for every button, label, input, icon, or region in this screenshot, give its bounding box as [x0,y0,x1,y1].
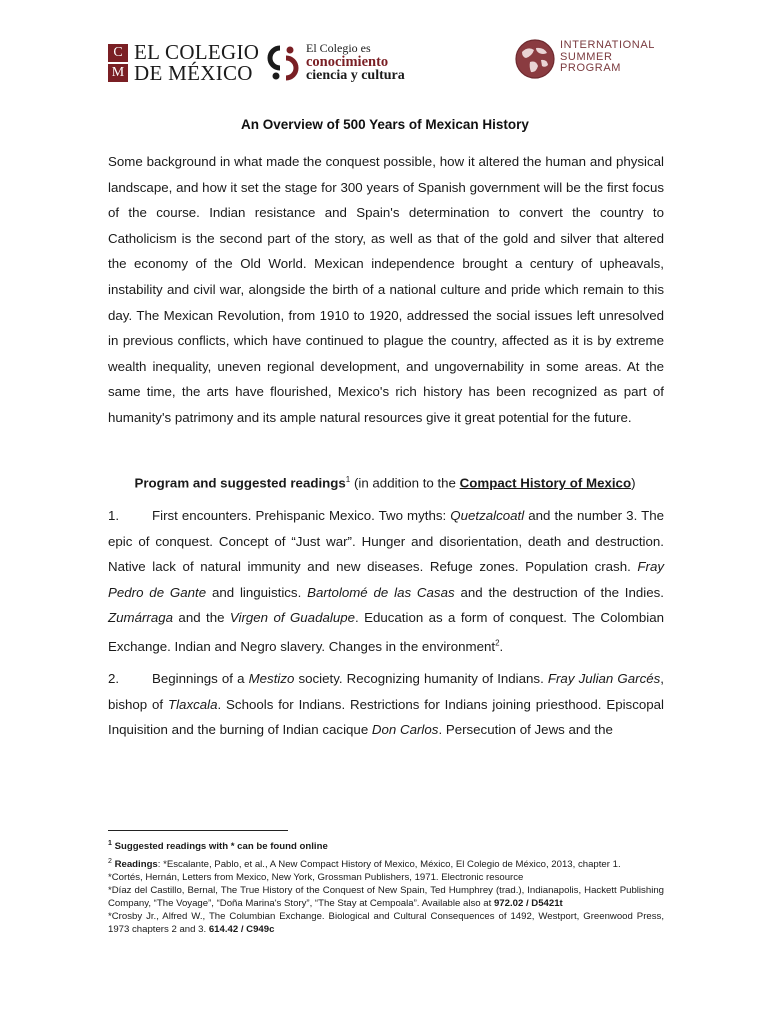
item-text [108,671,664,737]
text-run: : *Escalante, Pablo, et al., A New Compact History of Mexico, México, El Colegio de México, 2013, chapter 1. [157,859,621,871]
isp-wordmark [560,40,680,75]
footnote-2-line [108,910,664,936]
colmex-line1: EL COLEGIO [134,40,260,64]
italic-text: Zumárraga [108,610,174,626]
footnote-2-line [108,884,664,910]
footnote-ref-1: 1 [345,475,351,484]
text-run: and linguistics. [206,584,308,600]
item-text [108,508,664,654]
text-run: . Persecution of Jews and the [438,722,613,738]
footnote-divider [108,830,288,831]
text-run: and the [173,610,230,626]
program-subheading [0,467,770,495]
colmex-logo [108,40,260,88]
subheading-bold: Program and suggested readings [134,475,346,491]
bold-text: Readings [114,859,158,871]
text-run: Beginnings of a [152,671,249,686]
italic-text: Fray Julian Garcés [547,671,661,686]
conocimiento-wordmark [306,42,436,83]
text-run: First encounters. Prehispanic Mexico. Two myths: [152,508,451,523]
footnote-1 [108,837,664,853]
program-item-2 [108,666,664,743]
program-item-1 [108,503,664,660]
footnote-1-text: Suggested readings with * can be found online [111,841,328,853]
item-number: 1. [108,508,120,523]
colmex-monogram [108,44,128,82]
footnote-ref: 2 [108,858,112,865]
footnote-1-number: 1 [108,840,112,847]
globe-icon [514,38,556,80]
italic-text: Virgen of Guadalupe [229,610,356,626]
text-run: . Education as a form of conquest. The Colombian Exchange. Indian and Negro slavery. Changes in the environment [108,610,664,655]
text-run: *Díaz del Castillo, Bernal, The True History of the Conquest of New Spain, Ted Humphrey (trad.), Indianapolis, Hackett Publishing Company, “The Voyage”, “Doña Marina's Story”, “The Stay at Cempoala”. Available also at [108,885,664,910]
italic-text: Bartolomé de las Casas [307,584,455,600]
text-run: *Crosby Jr., Alfred W., The Columbian Exchange. Biological and Cultural Consequences of 1492, Westport, Greenwood Press, 1973 chapters 2 and 3. [108,911,664,936]
compact-history-link[interactable]: Compact History of Mexico [459,475,632,491]
italic-text: Mestizo [248,671,295,686]
italic-text: Tlaxcala [167,696,218,712]
footnote-2 [108,855,664,936]
text-run: society. Recognizing humanity of Indians. [294,671,548,686]
italic-text: Quetzalcoatl [450,508,525,523]
conocimiento-line2: conocimiento [306,53,389,70]
conocimiento-mark-icon [266,44,300,82]
bold-text: 972.02 / D5421t [493,898,563,910]
italic-text: Don Carlos [371,722,439,738]
subheading-middle: (in addition to the [350,475,460,491]
colmex-wordmark [134,42,264,84]
footnote-2-line [108,855,664,871]
text-run: and the number 3. The epic of conquest. Concept of “Just war”. Hunger and disorientation, death and destruction. Native lack of natural immunity and new diseases. Refuge zones. Population crash. [108,508,664,575]
monogram-c: C [108,44,128,62]
bold-text: 614.42 / C949c [208,924,275,936]
italic-text: Fray Pedro de Gante [108,559,664,600]
footnote-ref: 2 [495,638,500,648]
colmex-line2: DE MÉXICO [134,61,253,85]
text-run: , bishop of [108,671,664,712]
conocimiento-logo [266,42,426,86]
intro-paragraph: Some background in what made the conquest possible, how it altered the human and physical landscape, and how it set the stage for 300 years of Spanish government will be the first focus of the course. Indian resistance and Spain's determination to convert the country to Catholicism is the second part of the story, as well as that of the gold and silver that altered the economy of the Old World. Mexican independence brought a century of upheavals, instability and civil war, alongside the birth of a national culture and pride which remain to this day. The Mexican Revolution, from 1910 to 1920, addressed the social issues left unresolved in previous conflicts, which have continued to plague the country, affected as it is by extreme wealth inequality, uneven regional development, and ungovernability in some areas. At the same time, the arts have flourished, Mexico's rich history has been recognized as part of humanity's patrimony and its ample natural resources give it great potential for the future. [108,154,664,425]
conocimiento-line3: ciencia y cultura [306,68,405,83]
text-run: *Cortés, Hernán, Letters from Mexico, New York, Grossman Publishers, 1971. Electronic resource [108,872,524,884]
isp-line3: PROGRAM [560,62,622,74]
text-run: and the destruction of the Indies. [454,584,664,600]
document-title: An Overview of 500 Years of Mexican History [241,117,529,132]
conocimiento-line1: El Colegio es [306,41,371,55]
item-number: 2. [108,671,120,686]
text-run: . Schools for Indians. Restrictions for Indians joining priesthood. Episcopal Inquisition and the burning of Indian cacique [108,696,664,738]
monogram-m: M [108,64,128,82]
isp-logo [512,36,682,84]
isp-line2: SUMMER [560,50,613,63]
text-run: . [499,639,504,655]
subheading-end: ) [631,475,636,491]
isp-line1: INTERNATIONAL [560,39,655,51]
footnote-2-line [108,871,664,884]
